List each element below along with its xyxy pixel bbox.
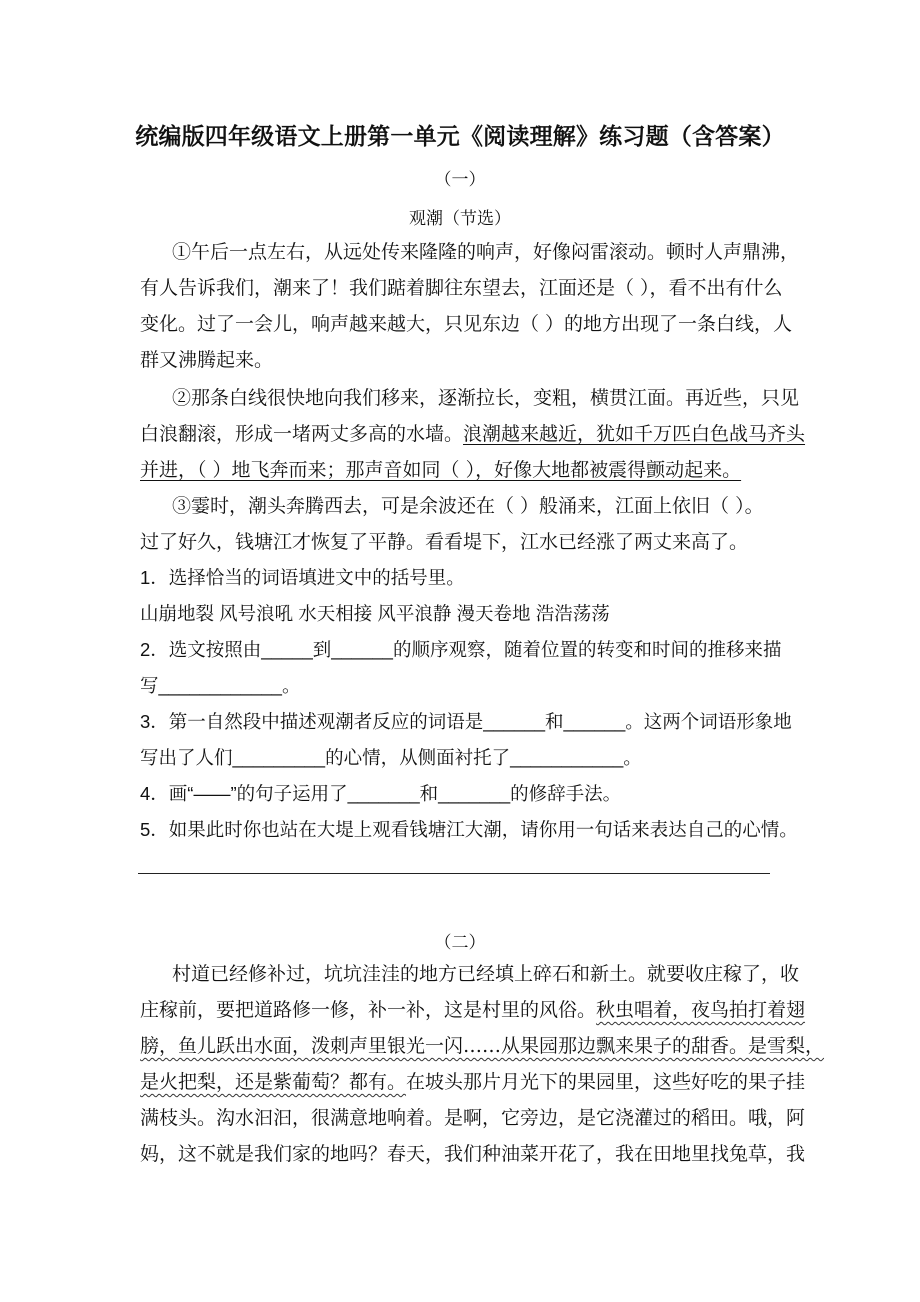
- question-2: 2．选文按照由_____到______的顺序观察，随着位置的转变和时间的推移来描: [140, 639, 782, 660]
- wavy-underlined-sentence: 是火把梨，还是紫葡萄？都有。: [140, 1071, 407, 1093]
- question-4: 4．画“——”的句子运用了_______和_______的修辞手法。: [140, 783, 622, 804]
- passage-line: ③霎时，潮头奔腾西去，可是余波还在（ ）般涌来，江面上依旧（ ）。: [172, 495, 764, 517]
- passage-text: 在坡头那片月光下的果园里，这些好吃的果子挂: [406, 1071, 806, 1093]
- question-1: 1．选择恰当的词语填进文中的括号里。: [140, 567, 465, 588]
- question-3: 3．第一自然段中描述观潮者反应的词语是______和______。这两个词语形象地: [140, 711, 792, 732]
- passage-line: [140, 1070, 805, 1094]
- passage-text: 白浪翻滚，形成一堵两丈多高的水墙。: [140, 423, 464, 445]
- passage-line: 过了好久，钱塘江才恢复了平静。看看堤下，江水已经涨了两丈来高了。: [140, 531, 749, 553]
- passage-line: [140, 998, 805, 1022]
- passage-line: 妈，这不就是我们家的地吗？春天，我们种油菜开花了，我在田地里找兔草，我: [140, 1143, 806, 1165]
- passage-line: ②那条白线很快地向我们移来，逐渐拉长，变粗，横贯江面。再近些，只见: [172, 387, 800, 409]
- passage-line: 群又沸腾起来。: [140, 349, 274, 371]
- question-3-cont: 写出了人们_________的心情，从侧面衬托了___________。: [140, 747, 642, 768]
- passage-line: 有人告诉我们，潮来了！我们踮着脚往东望去，江面还是（ ），看不出有什么: [140, 277, 783, 299]
- underlined-sentence: 并进，（ ）地飞奔而来；那声音如同（ ），好像大地都被震得颤动起来。: [140, 459, 742, 481]
- document-title: 统编版四年级语文上册第一单元《阅读理解》练习题（含答案）: [135, 124, 785, 150]
- passage-line: ①午后一点左右，从远处传来隆隆的响声，好像闷雷滚动。顿时人声鼎沸，: [172, 241, 800, 263]
- underlined-sentence: 浪潮越来越近，犹如千万匹白色战马齐头: [463, 423, 806, 445]
- wavy-underlined-sentence: 秋虫唱着，夜鸟拍打着翅: [596, 999, 806, 1021]
- wavy-underlined-sentence: 膀，鱼儿跃出水面，泼刺声里银光一闪……从果园那边飘来果子的甜香。是雪梨，: [140, 1035, 825, 1057]
- passage-line: 变化。过了一会儿，响声越来越大，只见东边（ ）的地方出现了一条白线，人: [140, 313, 793, 335]
- section-1-heading: （一）: [434, 170, 486, 190]
- passage-line: [140, 422, 805, 446]
- word-choices: 山崩地裂 风号浪吼 水天相接 风平浪静 漫天卷地 浩浩荡荡: [140, 603, 610, 624]
- answer-line: [138, 873, 770, 874]
- question-2-cont: 写____________。: [140, 675, 301, 696]
- question-5: 5．如果此时你也站在大堤上观看钱塘江大潮，请你用一句话来表达自己的心情。: [140, 819, 798, 840]
- section-2-heading: （二）: [434, 933, 486, 953]
- passage-line: 满枝头。沟水汩汩，很满意地响着。是啊，它旁边，是它浇灌过的稻田。哦，阿: [140, 1107, 806, 1129]
- passage-text: 庄稼前，要把道路修一修，补一补，这是村里的风俗。: [140, 999, 597, 1021]
- passage-title: 观潮（节选）: [409, 209, 511, 229]
- passage-line: 村道已经修补过，坑坑洼洼的地方已经填上碎石和新土。就要收庄稼了，收: [172, 963, 800, 985]
